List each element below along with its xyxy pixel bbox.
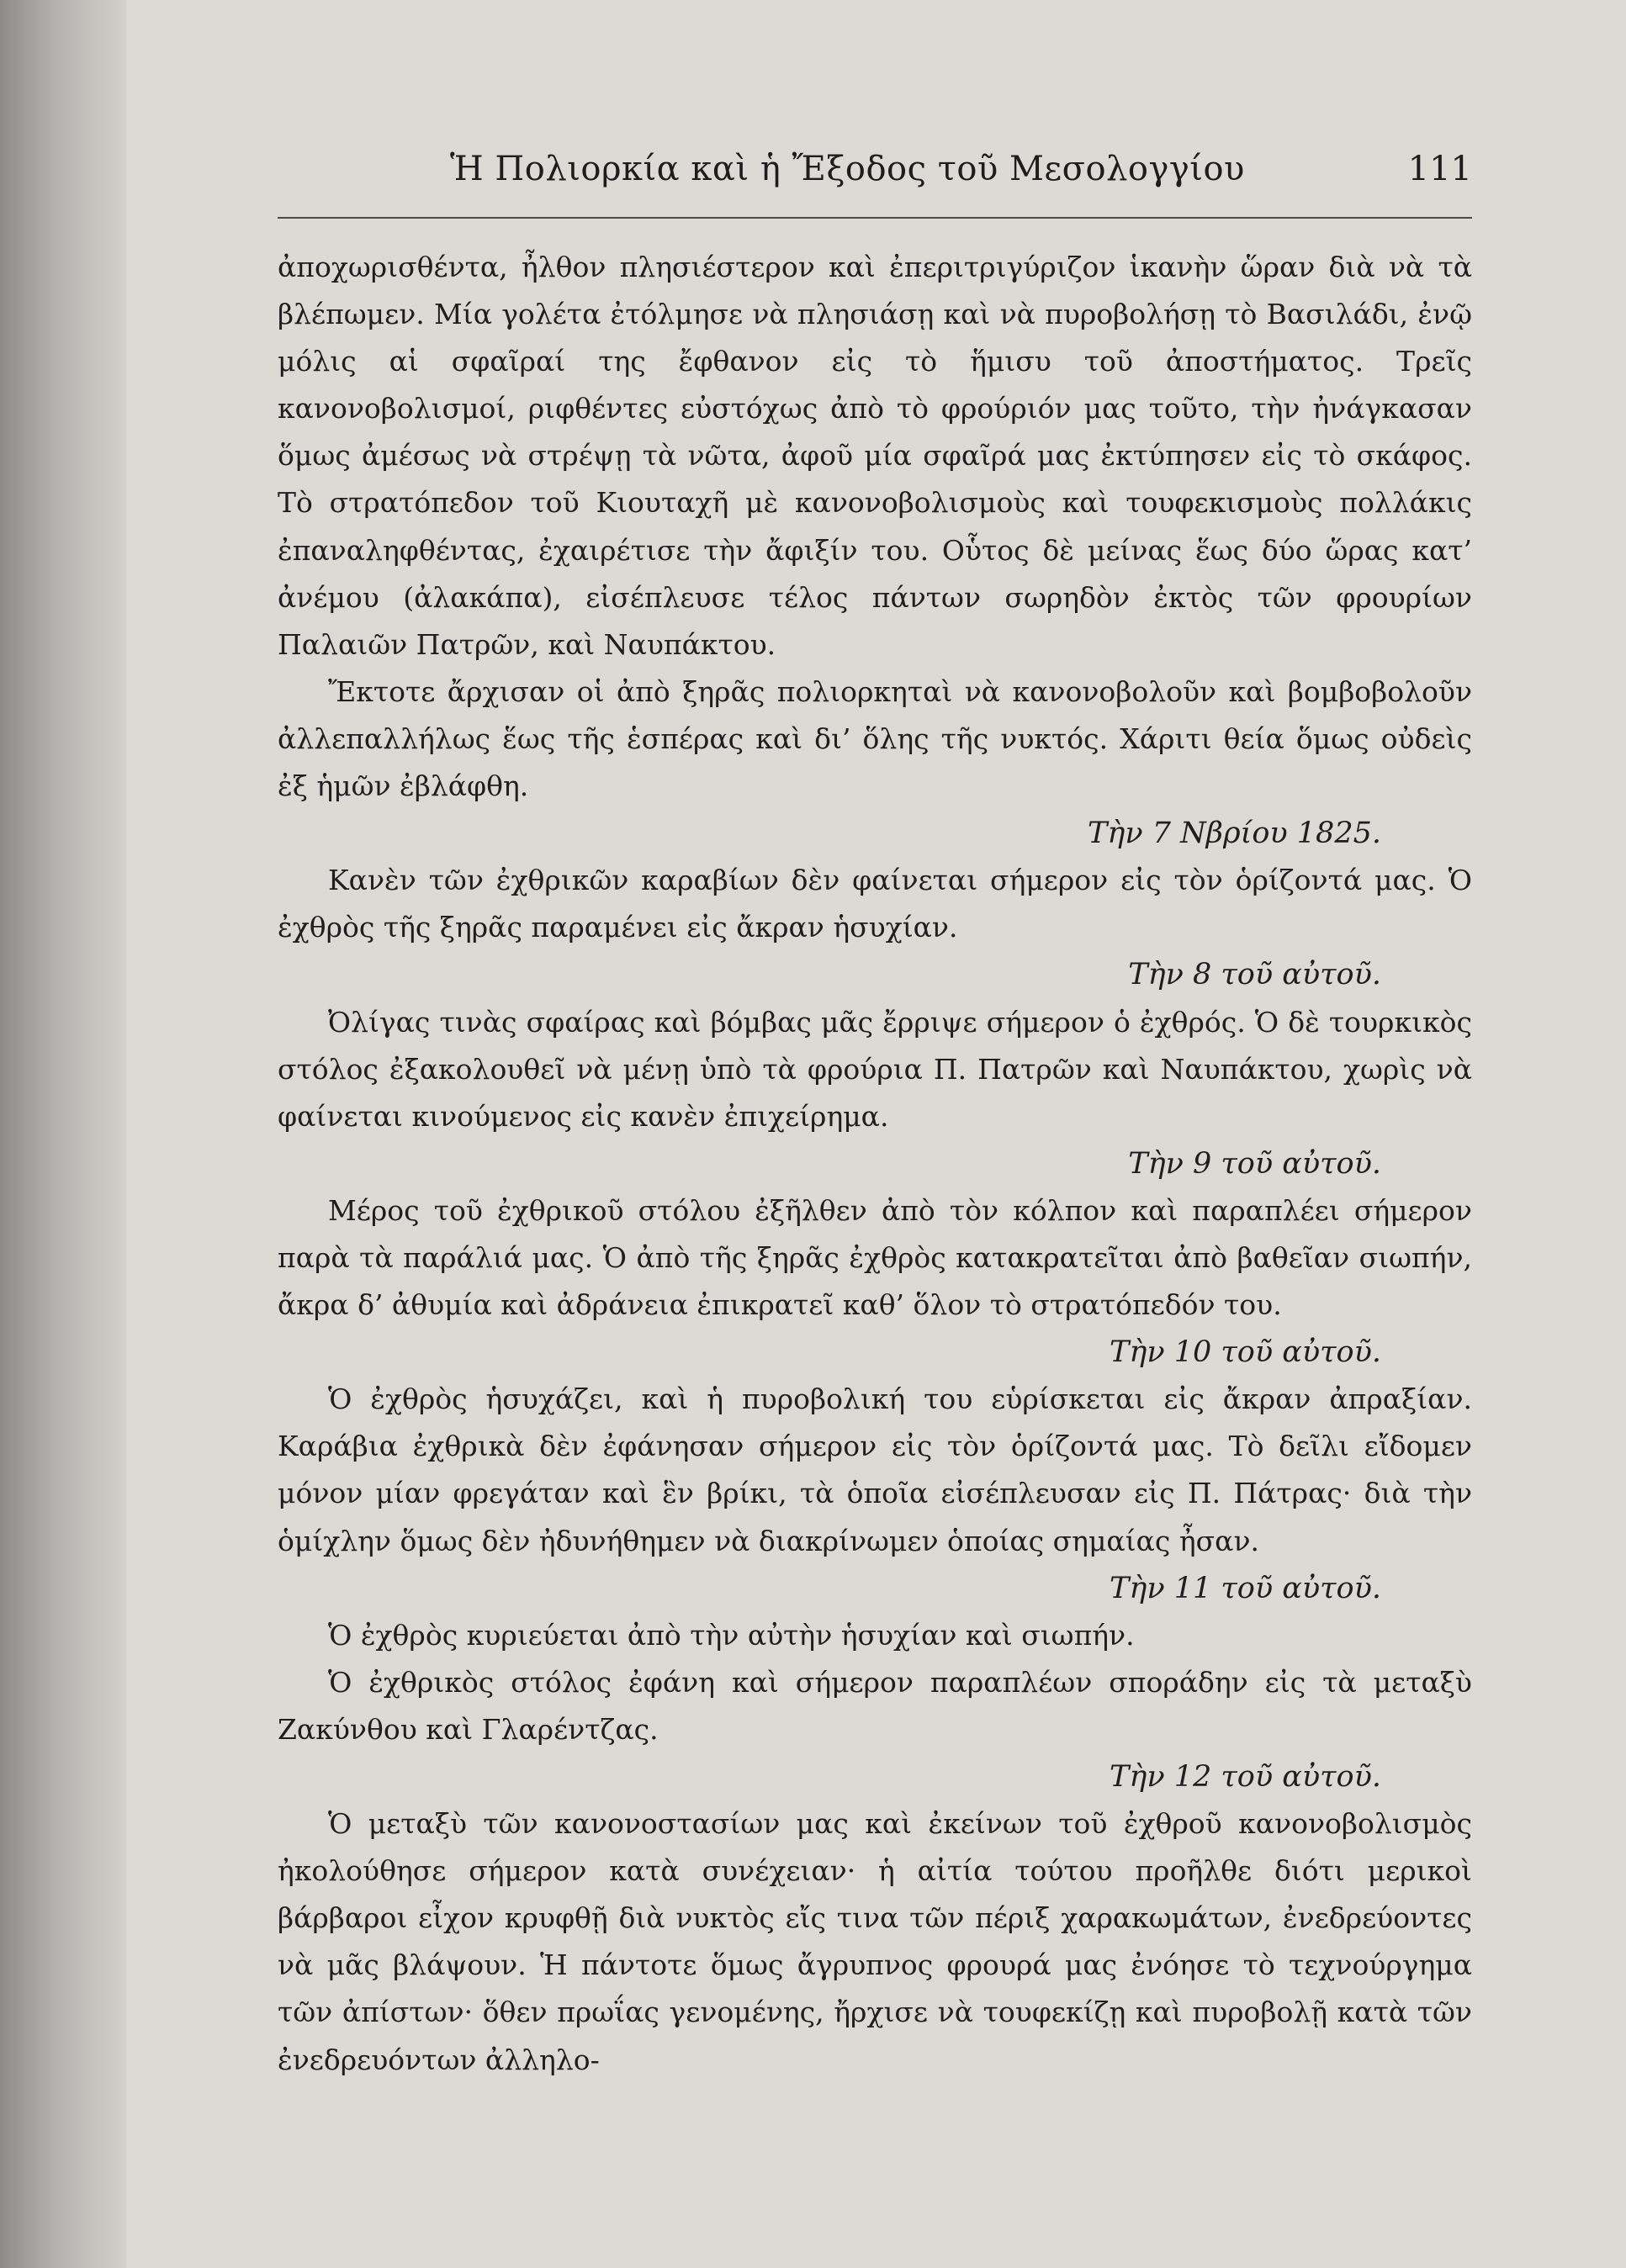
page-number: 111 bbox=[1407, 150, 1472, 188]
binding-shadow bbox=[0, 0, 126, 2268]
paragraph: Ὁ ἐχθρὸς ἡσυχάζει, καὶ ἡ πυροβολική του εὑρίσκεται εἰς ἄκραν ἀπραξίαν. Καράβια ἐχθρικὰ δὲν ἐφάνησαν σήμερον εἰς τὸν ὁρίζοντά μας. Τὸ δεῖλι εἴδομεν μόνον μίαν φρεγάταν καὶ ἓν βρίκι, τὰ ὁποῖα εἰσέπλευσαν εἰς Π. Πάτρας· διὰ τὴν ὁμίχλην ὅμως δὲν ἠδυνήθημεν νὰ διακρίνωμεν ὁποίας σημαίας ἦσαν. bbox=[278, 1382, 1472, 1557]
paragraph: Κανὲν τῶν ἐχθρικῶν καραβίων δὲν φαίνεται σήμερον εἰς τὸν ὁρίζοντά μας. Ὁ ἐχθρὸς τῆς ξηρᾶς παραμένει εἰς ἄκραν ἡσυχίαν. bbox=[278, 864, 1472, 944]
body-text bbox=[278, 244, 1472, 2084]
paragraph: ἀποχωρισθέντα, ἦλθον πλησιέστερον καὶ ἐπεριτριγύριζον ἱκανὴν ὥραν διὰ νὰ τὰ βλέπωμεν. Μία γολέτα ἐτόλμησε νὰ πλησιάσῃ καὶ νὰ πυροβολήσῃ τὸ Βασιλάδι, ἐνῷ μόλις αἱ σφαῖραί της ἔφθανον εἰς τὸ ἥμισυ τοῦ ἀποστήματος. Τρεῖς κανονοβολισμοί, ριφθέντες εὐστόχως ἀπὸ τὸ φρούριόν μας τοῦτο, τὴν ἠνάγκασαν ὅμως ἀμέσως νὰ στρέψῃ τὰ νῶτα, ἀφοῦ μία σφαῖρά μας ἐκτύπησεν εἰς τὸ σκάφος. Τὸ στρατόπεδον τοῦ Κιουταχῆ μὲ κανονοβολισμοὺς καὶ τουφεκισμοὺς πολλάκις ἐπαναληφθέντας, ἐχαιρέτισε τὴν ἄφιξίν του. Οὗτος δὲ μείνας ἕως δύο ὥρας κατ’ ἀνέμου (ἀλακάπα), εἰσέπλευσε τέλος πάντων σωρηδὸν ἐκτὸς τῶν φρουρίων Παλαιῶν Πατρῶν, καὶ Ναυπάκτου. bbox=[278, 251, 1472, 661]
paragraph: Ἔκτοτε ἄρχισαν οἱ ἀπὸ ξηρᾶς πολιορκηταὶ νὰ κανονοβολοῦν καὶ βομβοβολοῦν ἀλλεπαλλήλως ἕως τῆς ἑσπέρας καὶ δι’ ὅλης τῆς νυκτός. Χάριτι θεία ὅμως οὐδεὶς ἐξ ἡμῶν ἐβλάφθη. bbox=[278, 674, 1472, 803]
date-heading: Τὴν 11 τοῦ αὐτοῦ. bbox=[1110, 1571, 1381, 1605]
running-title: Ἡ Πολιορκία καὶ ἡ Ἔξοδος τοῦ Μεσολογγίου bbox=[450, 150, 1245, 188]
date-heading: Τὴν 9 τοῦ αὐτοῦ. bbox=[1128, 1146, 1381, 1181]
date-heading: Τὴν 7 Νβρίου 1825. bbox=[1088, 817, 1381, 851]
header-rule bbox=[278, 217, 1472, 219]
paragraph: Ὁ μεταξὺ τῶν κανονοστασίων μας καὶ ἐκείνων τοῦ ἐχθροῦ κανονοβολισμὸς ἠκολούθησε σήμερον κατὰ συνέχειαν· ἡ αἰτία τούτου προῆλθε διότι μερικοὶ βάρβαροι εἶχον κρυφθῇ διὰ νυκτὸς εἴς τινα τῶν πέριξ χαρακωμάτων, ἐνεδρεύοντες νὰ μᾶς βλάψουν. Ἡ πάντοτε ὅμως ἄγρυπνος φρουρά μας ἐνόησε τὸ τεχνούργημα τῶν ἀπίστων· ὅθεν πρωΐας γενομένης, ἤρχισε νὰ τουφεκίζῃ καὶ πυροβολῇ κατὰ τῶν ἐνεδρευόντων ἀλληλο- bbox=[278, 1807, 1472, 2076]
paragraph: Ὁ ἐχθρικὸς στόλος ἐφάνη καὶ σήμερον παραπλέων σποράδην εἰς τὰ μεταξὺ Ζακύνθου καὶ Γλαρέντζας. bbox=[278, 1665, 1472, 1746]
date-heading: Τὴν 12 τοῦ αὐτοῦ. bbox=[1110, 1760, 1381, 1794]
paragraph: Ὀλίγας τινὰς σφαίρας καὶ βόμβας μᾶς ἔρριψε σήμερον ὁ ἐχθρός. Ὁ δὲ τουρκικὸς στόλος ἐξακολουθεῖ νὰ μένῃ ὑπὸ τὰ φρούρια Π. Πατρῶν καὶ Ναυπάκτου, χωρὶς νὰ φαίνεται κινούμενος εἰς κανὲν ἐπιχείρημα. bbox=[278, 1005, 1472, 1133]
paragraph: Μέρος τοῦ ἐχθρικοῦ στόλου ἐξῆλθεν ἀπὸ τὸν κόλπον καὶ παραπλέει σήμερον παρὰ τὰ παράλιά μας. Ὁ ἀπὸ τῆς ξηρᾶς ἐχθρὸς κατακρατεῖται ἀπὸ βαθεῖαν σιωπήν, ἄκρα δ’ ἀθυμία καὶ ἀδράνεια ἐπικρατεῖ καθ’ ὅλον τὸ στρατόπεδόν του. bbox=[278, 1193, 1472, 1322]
page-header bbox=[278, 143, 1472, 202]
paragraph: Ὁ ἐχθρὸς κυριεύεται ἀπὸ τὴν αὐτὴν ἡσυχίαν καὶ σιωπήν. bbox=[328, 1618, 1135, 1652]
date-heading: Τὴν 8 τοῦ αὐτοῦ. bbox=[1128, 958, 1381, 992]
date-heading: Τὴν 10 τοῦ αὐτοῦ. bbox=[1110, 1335, 1381, 1370]
